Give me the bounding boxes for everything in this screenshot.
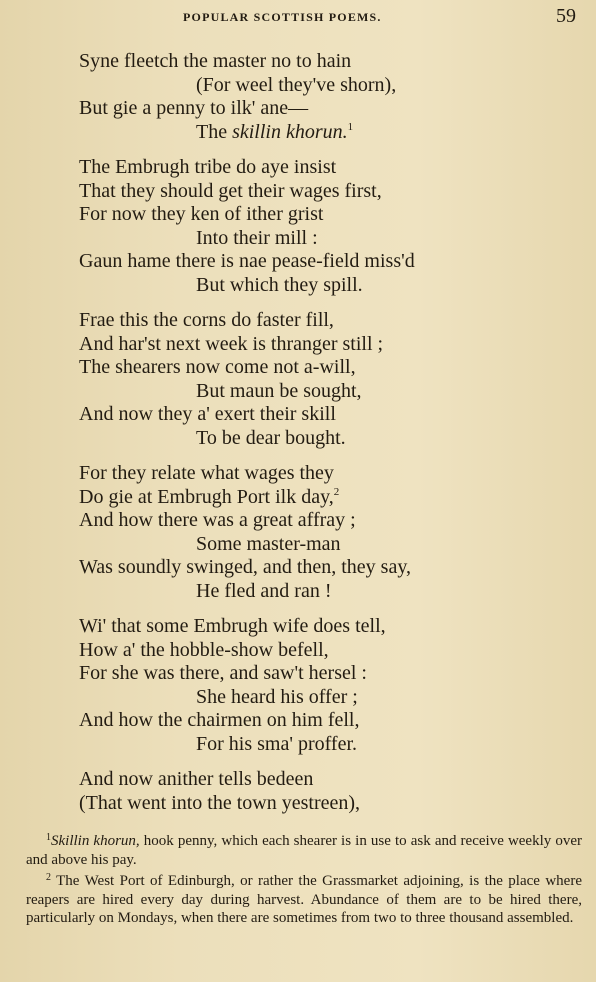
page-number: 59 xyxy=(556,5,576,27)
running-head xyxy=(0,6,596,30)
poem-line: For now they ken of ither grist xyxy=(79,203,324,225)
poem-line-italic: skillin khorun. xyxy=(232,120,348,143)
poem-line: (That went into the town yestreen), xyxy=(79,791,361,814)
footnote-number: 2 xyxy=(46,872,51,883)
footnote-text: hook penny, which each shearer is in use to ask and receive weekly over and above his pay. xyxy=(26,833,582,868)
poem-line: And now they a' exert their skill xyxy=(79,403,336,425)
poem-line: To be dear bought. xyxy=(196,426,346,449)
footnote-text: The West Port of Edinburgh, or rather the Grassmarket adjoining, is the place where reapers are hired every day during harvest. Abundance of them are to be hired there, particularly on Mondays, when there are sometimes from two to three thousand assembled. xyxy=(26,873,582,926)
footnote-number: 1 xyxy=(46,832,51,843)
poem-line: For they relate what wages they xyxy=(79,462,334,484)
poem-line: For she was there, and saw't hersel : xyxy=(79,662,367,684)
poem xyxy=(0,50,596,827)
poem-line xyxy=(0,121,596,145)
footnote-term: Skillin khorun, xyxy=(51,833,140,849)
poem-line xyxy=(0,486,596,510)
poem-line: He fled and ran ! xyxy=(196,579,332,602)
poem-line: (For weel they've shorn), xyxy=(196,73,397,96)
poem-line: Syne fleetch the master no to hain xyxy=(79,50,352,72)
poem-line: But maun be sought, xyxy=(196,379,362,402)
poem-line: That they should get their wages first, xyxy=(79,179,382,202)
poem-line: How a' the hobble-show befell, xyxy=(79,638,329,661)
poem-line: And har'st next week is thranger still ; xyxy=(79,332,384,355)
poem-line-text: Do gie at Embrugh Port ilk day, xyxy=(79,485,334,508)
stanza-5 xyxy=(0,615,596,756)
poem-line: But which they spill. xyxy=(196,273,363,296)
poem-line-text: The xyxy=(196,120,233,143)
footnote-ref-1: 1 xyxy=(347,120,354,133)
running-title: POPULAR SCOTTISH POEMS. xyxy=(183,10,382,24)
poem-line: But gie a penny to ilk' ane— xyxy=(79,97,309,119)
poem-line: And how the chairmen on him fell, xyxy=(79,709,360,731)
stanza-6 xyxy=(0,768,596,815)
poem-line: The shearers now come not a-will, xyxy=(79,356,356,378)
poem-line: Frae this the corns do faster fill, xyxy=(79,309,334,331)
stanza-4 xyxy=(0,462,596,603)
stanza-3 xyxy=(0,309,596,450)
stanza-2 xyxy=(0,156,596,297)
poem-line: And now anither tells bedeen xyxy=(79,768,314,790)
poem-line: Some master-man xyxy=(196,532,341,555)
poem-line: And how there was a great affray ; xyxy=(79,509,356,531)
poem-line: Into their mill : xyxy=(196,226,318,249)
poem-line: She heard his offer ; xyxy=(196,685,358,708)
footnote-ref-2: 2 xyxy=(333,485,340,498)
footnote-1 xyxy=(26,829,582,869)
poem-line: Wi' that some Embrugh wife does tell, xyxy=(79,615,386,637)
stanza-1 xyxy=(0,50,596,144)
footnote-2 xyxy=(26,869,582,928)
poem-line: The Embrugh tribe do aye insist xyxy=(79,156,337,178)
poem-line: Gaun hame there is nae pease-field miss'd xyxy=(79,250,415,272)
poem-line: Was soundly swinged, and then, they say, xyxy=(79,556,412,578)
footnotes xyxy=(26,829,582,928)
poem-line: For his sma' proffer. xyxy=(196,732,357,755)
